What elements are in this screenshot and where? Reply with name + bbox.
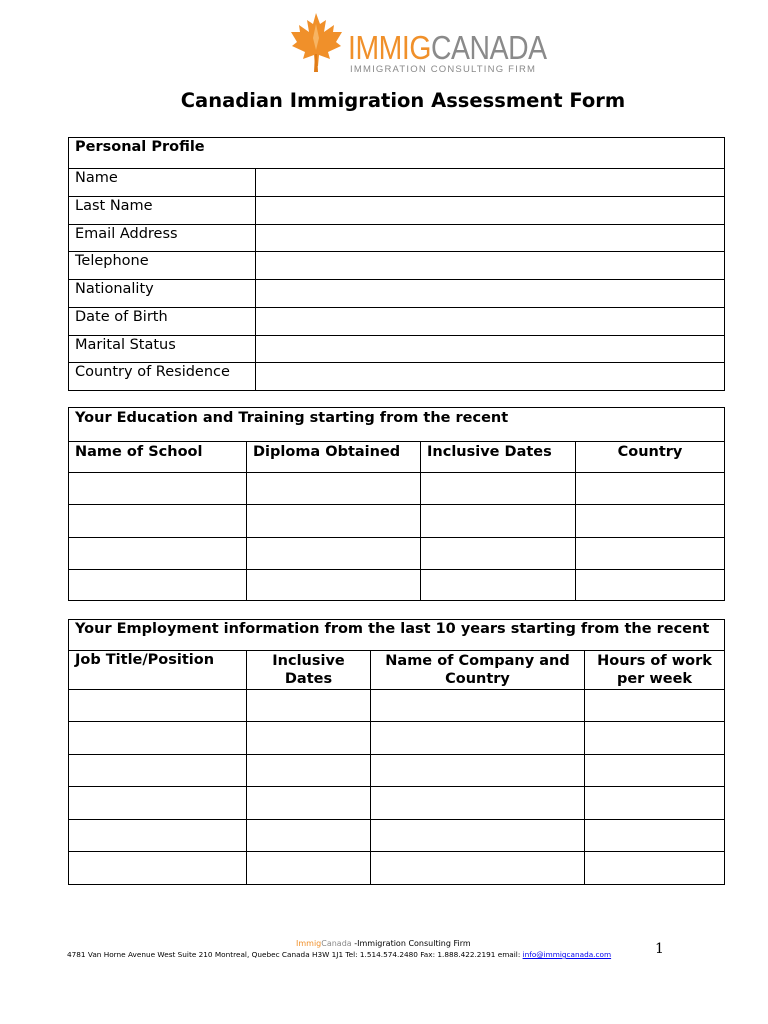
table-cell[interactable] (585, 852, 725, 885)
field-input-last-name[interactable] (256, 197, 725, 225)
table-cell[interactable] (247, 538, 421, 570)
table-row (69, 570, 725, 601)
table-row (69, 690, 725, 722)
table-cell[interactable] (69, 852, 247, 885)
field-label-telephone: Telephone (69, 252, 256, 280)
maple-leaf-icon (286, 10, 348, 74)
table-row (69, 820, 725, 852)
field-label-nationality: Nationality (69, 280, 256, 308)
table-cell[interactable] (247, 690, 371, 722)
personal-profile-table (68, 137, 725, 391)
education-col-country: Country (576, 442, 725, 473)
field-input-email[interactable] (256, 225, 725, 252)
table-cell[interactable] (69, 820, 247, 852)
table-cell[interactable] (69, 538, 247, 570)
footer-address-line (67, 950, 611, 959)
table-cell[interactable] (371, 722, 585, 755)
logo-word-canada: CANADA (430, 29, 547, 66)
employment-col-dates: Inclusive Dates (247, 651, 371, 690)
table-cell[interactable] (69, 570, 247, 601)
field-input-country-of-residence[interactable] (256, 363, 725, 391)
table-cell[interactable] (247, 722, 371, 755)
table-cell[interactable] (585, 820, 725, 852)
table-cell[interactable] (585, 787, 725, 820)
employment-table (68, 619, 725, 885)
table-cell[interactable] (371, 820, 585, 852)
table-row (69, 722, 725, 755)
table-cell[interactable] (585, 755, 725, 787)
table-row (69, 755, 725, 787)
table-cell[interactable] (585, 690, 725, 722)
table-cell[interactable] (576, 538, 725, 570)
table-row (69, 473, 725, 505)
field-label-marital-status: Marital Status (69, 336, 256, 363)
table-cell[interactable] (576, 473, 725, 505)
employment-heading: Your Employment information from the last 10 years starting from the recent (69, 620, 725, 651)
logo-word-immig: IMMIG (348, 29, 431, 66)
table-cell[interactable] (69, 755, 247, 787)
footer-tagline: -Immigration Consulting Firm (351, 939, 471, 948)
education-col-diploma: Diploma Obtained (247, 442, 421, 473)
employment-col-job-title: Job Title/Position (69, 651, 247, 690)
table-cell[interactable] (247, 787, 371, 820)
table-cell[interactable] (421, 505, 576, 538)
footer-email-link[interactable]: info@immigcanada.com (522, 950, 612, 959)
table-cell[interactable] (69, 690, 247, 722)
field-input-nationality[interactable] (256, 280, 725, 308)
table-cell[interactable] (585, 722, 725, 755)
table-cell[interactable] (69, 505, 247, 538)
table-cell[interactable] (576, 570, 725, 601)
field-input-name[interactable] (256, 169, 725, 197)
footer-brand-immig: Immig (296, 939, 322, 948)
table-cell[interactable] (371, 787, 585, 820)
table-cell[interactable] (576, 505, 725, 538)
table-row (69, 852, 725, 885)
field-input-telephone[interactable] (256, 252, 725, 280)
footer-brand-line (296, 939, 471, 948)
table-cell[interactable] (247, 473, 421, 505)
table-cell[interactable] (69, 787, 247, 820)
logo-subtitle: IMMIGRATION CONSULTING FIRM (350, 64, 537, 75)
logo-wordmark (348, 30, 547, 66)
education-col-school: Name of School (69, 442, 247, 473)
personal-profile-heading: Personal Profile (69, 138, 725, 169)
table-row (69, 505, 725, 538)
company-logo (286, 10, 548, 74)
table-cell[interactable] (247, 755, 371, 787)
field-label-country-of-residence: Country of Residence (69, 363, 256, 391)
table-cell[interactable] (247, 852, 371, 885)
field-label-name: Name (69, 169, 256, 197)
field-label-date-of-birth: Date of Birth (69, 308, 256, 336)
field-label-last-name: Last Name (69, 197, 256, 225)
table-cell[interactable] (371, 852, 585, 885)
table-row (69, 538, 725, 570)
table-cell[interactable] (247, 820, 371, 852)
education-table (68, 407, 725, 601)
table-cell[interactable] (371, 690, 585, 722)
page-title: Canadian Immigration Assessment Form (180, 89, 626, 112)
education-heading: Your Education and Training starting from the recent (69, 408, 725, 442)
table-cell[interactable] (421, 473, 576, 505)
table-cell[interactable] (69, 473, 247, 505)
table-row (69, 787, 725, 820)
employment-col-company: Name of Company and Country (371, 651, 585, 690)
field-input-date-of-birth[interactable] (256, 308, 725, 336)
employment-col-hours: Hours of work per week (585, 651, 725, 690)
page-number: 1 (655, 941, 664, 957)
table-cell[interactable] (371, 755, 585, 787)
footer-brand-canada: Canada (321, 939, 352, 948)
table-cell[interactable] (421, 538, 576, 570)
table-cell[interactable] (421, 570, 576, 601)
table-cell[interactable] (247, 570, 421, 601)
field-label-email: Email Address (69, 225, 256, 252)
footer-address: 4781 Van Horne Avenue West Suite 210 Montreal, Quebec Canada H3W 1J1 Tel: 1.514.574.2480 Fax: 1.888.422.2191 email: (67, 950, 523, 959)
education-col-dates: Inclusive Dates (421, 442, 576, 473)
field-input-marital-status[interactable] (256, 336, 725, 363)
table-cell[interactable] (69, 722, 247, 755)
table-cell[interactable] (247, 505, 421, 538)
